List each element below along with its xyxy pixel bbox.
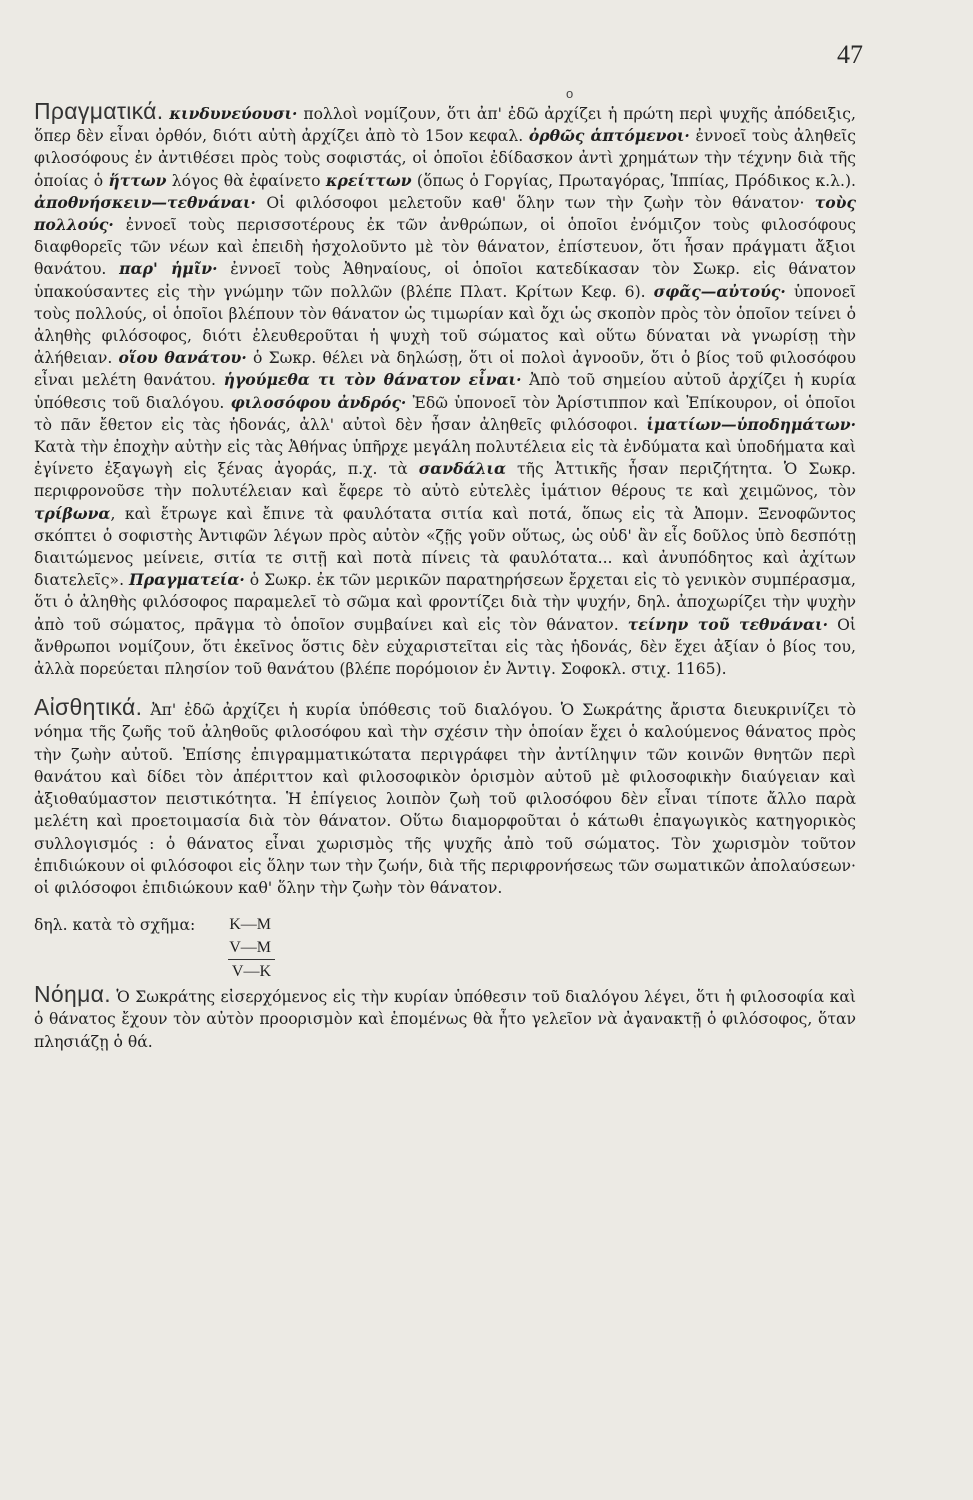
section-heading: Αἰσθητικά.	[34, 694, 143, 721]
page-number: 47	[837, 40, 863, 69]
lemma-term: ἥττων	[108, 170, 167, 190]
lemma-term: σφᾶς—αὐτούς·	[653, 281, 786, 301]
schema-lines	[225, 913, 275, 983]
text-run: ὑπονοεῖ τοὺς πολλούς, οἱ ὁποῖοι βλέπουν τὸν θάνατον ὡς τιμωρίαν καὶ ὄχι ὡς σκοπὸν πρὸς τὸν ὁποῖον τείνει ὁ ἀληθὴς φιλόσοφος, διότι ἐλευθεροῦται ἡ ψυχὴ τοῦ σώματος καὶ οὕτω δύναται νὰ γνωρίσῃ τὴν ἀλήθειαν.	[34, 282, 856, 368]
text-run: Ἐδῶ ὑπονοεῖ τὸν Ἀρίστιππον καὶ Ἐπίκουρον, οἱ ὁποῖοι τὸ πᾶν ἔθετον εἰς τὰς ἡδονάς, ἀλλ' αὐτοὶ δὲν ἦσαν ἀληθεῖς φιλόσοφοι.	[34, 393, 857, 434]
text-run: Ἀπ' ἐδῶ ἀρχίζει ἡ κυρία ὑπόθεσις τοῦ διαλόγου. Ὁ Σωκράτης ἄριστα διευκρινίζει τὸ νόημα τῆς ζωῆς τοῦ ἀληθοῦς φιλοσόφου καὶ τὴν σχέσιν τὴν ὁποίαν ἔχει ὁ καλούμενος θάνατος πρὸς τὴν ζωὴν αὐτοῦ. Ἐπίσης ἐπιγραμματικώτατα περιγράφει τὴν ἀντίληψιν τῶν κοινῶν θνητῶν περὶ θανάτου καὶ δίδει τὸν ἀπέριττον καὶ φιλοσοφικὸν ὁρισμὸν αὐτοῦ μὲ φιλοσοφικὴν διαύγειαν καὶ ἀξιοθαύμαστον πειστικότητα. Ἡ ἐπίγειος λοιπὸν ζωὴ τοῦ φιλοσόφου δὲν εἶναι τίποτε ἄλλο παρὰ μελέτη καὶ προετοιμασία διὰ τὸν θάνατον. Οὕτω διαμορφοῦται ὁ κάτωθι ἐπαγωγικὸς κατηγορικὸς συλλογισμός : ὁ θάνατος εἶναι χωρισμὸς τῆς ψυχῆς ἀπὸ τοῦ σώματος. Τὸν χωρισμὸν τοῦτον ἐπιδιώκουν οἱ φιλόσοφοι εἰς ὅλην των τὴν ζωήν, διὰ τῆς περιφρονήσεως τῶν σωματικῶν ἀπολαύσεων· οἱ φιλόσοφοι ἐπιδιώκουν καθ' ὅλην τὴν ζωὴν τὸν θάνατον.	[34, 701, 856, 897]
lemma-term: σανδάλια	[418, 459, 506, 479]
text-run: ὁ Σωκρ. ἐκ τῶν μερικῶν παρατηρήσεων ἔρχεται εἰς τὸ γενικὸν συμπέρασμα, ὅτι ὁ ἀληθὴς φιλόσοφος παραμελεῖ τὸ σῶμα καὶ φροντίζει διὰ τὴν ψυχήν, δηλ. ἀποχωρίζει τὴν ψυχὴν ἀπὸ τοῦ σώματος, πρᾶγμα τὸ ὁποῖον συμβαίνει καὶ εἰς τὸν θάνατον.	[34, 571, 856, 634]
lemma-term: ἀποθνήσκειν—τεθνάναι·	[34, 192, 256, 212]
lemma-term: τρίβωνα	[34, 503, 111, 523]
text-run: ἐννοεῖ τοὺς Ἀθηναίους, οἱ ὁποῖοι κατεδίκασαν τὸν Σωκρ. εἰς θάνατον ὑπακούσαντες εἰς τὴν γνώμην τῶν πολλῶν (βλέπε Πλατ. Κρίτων Κεφ. 6).	[34, 260, 856, 301]
section-text	[34, 105, 856, 678]
lemma-term: ἱματίων—ὑποδημάτων·	[646, 414, 856, 434]
page-body	[34, 100, 856, 1053]
schema-line: V—M	[229, 939, 272, 957]
lemma-term: τοὺς πολλούς·	[34, 192, 856, 235]
section-heading: Νόημα.	[34, 981, 111, 1008]
section-text	[34, 701, 856, 897]
text-run: πολλοὶ νομίζουν, ὅτι ἀπ' ἐδῶ ἀρχίζει ἡ πρώτη περὶ ψυχῆς ἀπόδειξις, ὅπερ δὲν εἶναι ὀρθόν, διότι αὐτὴ ἀρχίζει ἀπὸ τὸ 15ον κεφαλ.	[34, 105, 856, 146]
section-text: Ὁ Σωκράτης εἰσερχόμενος εἰς τὴν κυρίαν ὑπόθεσιν τοῦ διαλόγου λέγει, ὅτι ἡ φιλοσοφία καὶ ὁ θάνατος ἔχουν τὸν αὐτὸν προορισμὸν καὶ ἑπομένως θὰ ἦτο γελεῖον νὰ ἀγανακτῇ ὁ φιλόσοφος, ὅταν πλησιάζῃ ὁ θά.	[34, 988, 856, 1051]
text-run: ἐννοεῖ τοὺς ἀληθεῖς φιλοσόφους ἐν ἀντιθέσει πρὸς τοὺς σοφιστάς, οἱ ὁποῖοι ἐδίδασκον ἀντὶ χρημάτων τὴν τέχνην διὰ τῆς ὁποίας ὁ	[34, 127, 856, 190]
text-run: Ἀπὸ τοῦ σημείου αὐτοῦ ἀρχίζει ἡ κυρία ὑπόθεσις τοῦ διαλόγου.	[34, 371, 856, 412]
text-run: Οἱ ἄνθρωποι νομίζουν, ὅτι ἐκεῖνος ὅστις δὲν εὐχαριστεῖται εἰς τὰς ἡδονάς, δὲν ἔχει ἀξίαν ὁ βίος του, ἀλλὰ πορεύεται πλησίον τοῦ θανάτου (βλέπε πορόμοιον ἐν Ἀντιγ. Σοφοκλ. στιχ. 1165).	[34, 615, 857, 679]
lemma-term: κρείττων	[325, 170, 412, 190]
text-run: ὁ Σωκρ. θέλει νὰ δηλώσῃ, ὅτι οἱ πολοὶ ἀγνοοῦν, ὅτι ὁ βίος τοῦ φιλοσόφου εἶναι μελέτη θανάτου.	[34, 349, 856, 390]
section-pragmatika	[34, 100, 856, 680]
lemma-term: Πραγματεία·	[129, 570, 245, 590]
lemma-term: ὀρθῶς ἁπτόμενοι·	[528, 126, 690, 146]
text-run: λόγος θὰ ἐφαίνετο	[166, 171, 326, 190]
schema-line: V—K	[228, 959, 275, 983]
schema-line: K—M	[229, 916, 272, 934]
lemma-term: οἵου θανάτου·	[118, 348, 247, 368]
lemma-term: ἡγούμεθα τι τὸν θάνατον εἶναι·	[223, 370, 522, 390]
lemma-term: τείνην τοῦ τεθνάναι·	[627, 614, 829, 634]
section-aisthitika	[34, 696, 856, 899]
text-run: (ὅπως ὁ Γοργίας, Πρωταγόρας, Ἱππίας, Πρόδικος κ.λ.).	[411, 171, 856, 190]
section-heading: Πραγματικά.	[34, 98, 164, 124]
schema-label: δηλ. κατὰ τὸ σχῆμα:	[34, 916, 196, 935]
text-run: τῆς Ἀττικῆς ἦσαν περιζήτητα. Ὁ Σωκρ. περιφρονοῦσε τὴν πολυτέλειαν καὶ ἔφερε τὸ αὐτὸ εὐτελὲς ἱμάτιον θέρους τε καὶ χειμῶνος, τὸν	[34, 460, 856, 501]
text-run: Οἱ φιλόσοφοι μελετοῦν καθ' ὅλην των τὴν ζωὴν τὸν θάνατον·	[255, 193, 815, 212]
lemma-term: φιλοσόφου ἀνδρός·	[230, 392, 407, 412]
lemma-term: κινδυνεύουσι·	[169, 104, 298, 123]
text-run: Κατὰ τὴν ἐποχὴν αὐτὴν εἰς τὰς Ἀθήνας ὑπῆρχε μεγάλη πολυτέλεια εἰς τὰ ἐνδύματα καὶ ὑποδήματα καὶ ἐγίνετο ἐξαγωγὴ εἰς ξένας ἀγοράς, π.χ. τὰ	[34, 438, 856, 479]
lemma-term: παρ' ἡμῖν·	[119, 259, 218, 279]
syllogism-schema	[34, 913, 856, 983]
section-noima	[34, 983, 856, 1053]
text-run: , καὶ ἔτρωγε καὶ ἔπινε τὰ φαυλότατα σιτία καὶ ποτά, ὅπως εἰς τὰ Ἀπομν. Ξενοφῶντος σκόπτει ὁ σοφιστὴς Ἀντιφῶν λέγων πρὸς αὐτὸν «ζῇς γοῦν οὕτως, ὡς οὐδ' ἂν εἷς δοῦλος ὑπὸ δεσπότῃ διαιτώμενος μείνειε, σιτία τε σιτῇ καὶ ποτὰ πίνεις τὰ φαυλότατα... καὶ ἀνυπόδητος καὶ ἀχίτων διατελεῖς».	[34, 504, 856, 590]
text-run: ἐννοεῖ τοὺς περισσοτέρους ἐκ τῶν ἀνθρώπων, οἱ ὁποῖοι ἐνόμιζον τοὺς φιλοσόφους διαφθορεῖς τῶν νέων καὶ ἐπειδὴ ἠσχολοῦντο μὲ τὸν θάνατον, ἐπίστευον, ὅτι ἦσαν πράγματι ἄξιοι θανάτου.	[34, 216, 856, 279]
printer-mark: ο	[566, 86, 574, 101]
